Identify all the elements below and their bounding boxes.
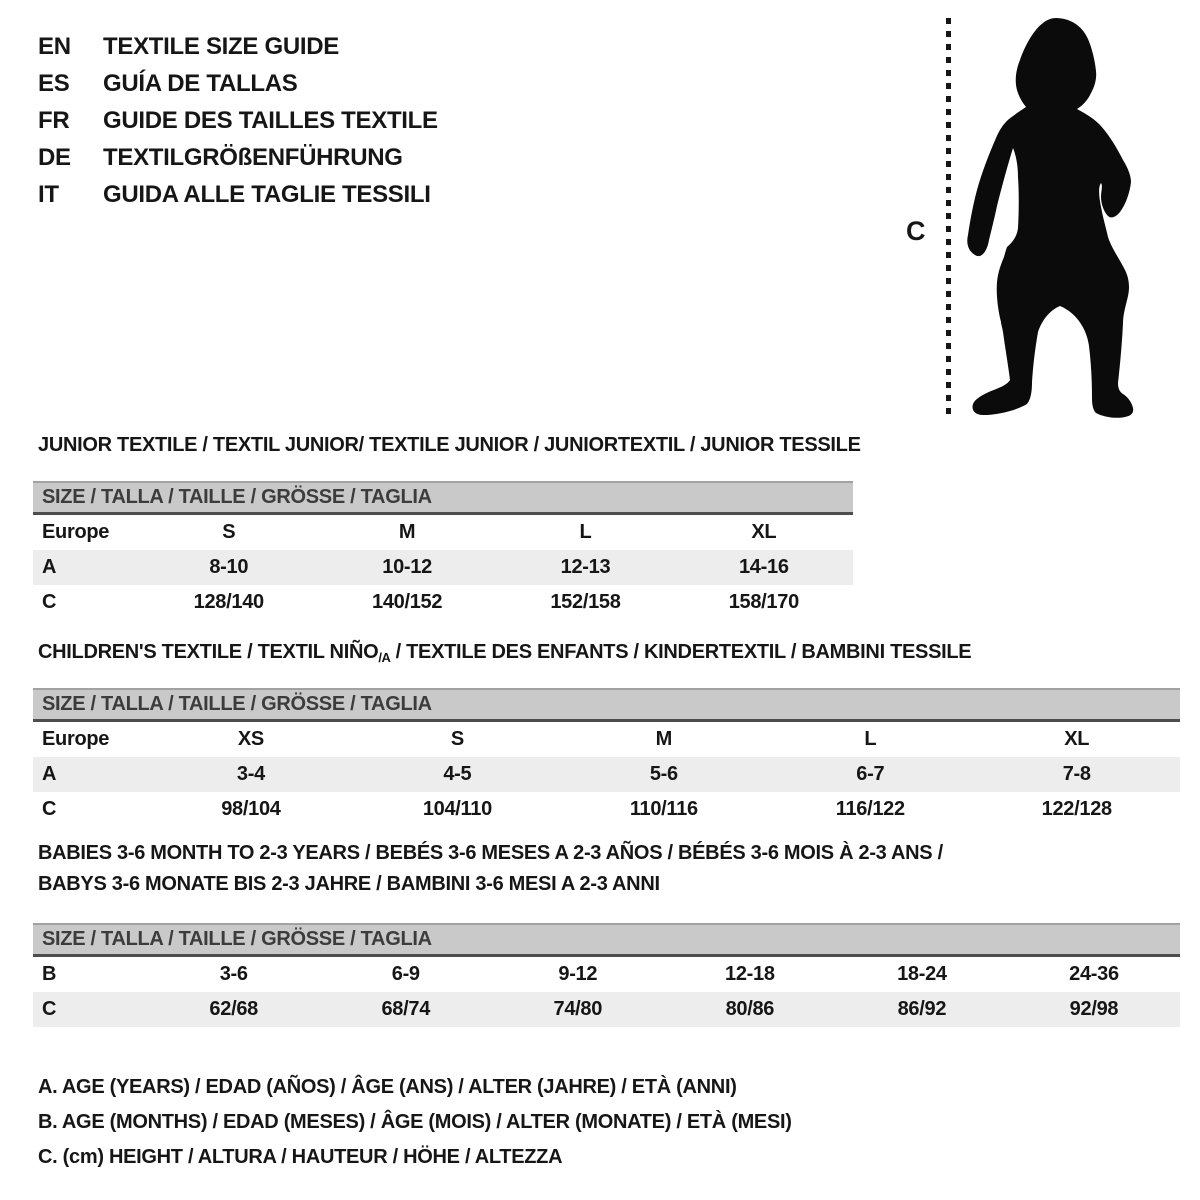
babies-months-row [33,957,1180,992]
children-header-row [33,722,1180,757]
junior-section-title: JUNIOR TEXTILE / TEXTIL JUNIOR/ TEXTILE JUNIOR / JUNIORTEXTIL / JUNIOR TESSILE [38,434,861,456]
table-cell: 7-8 [974,757,1181,792]
junior-age-row [33,550,853,585]
babies-section-title [38,838,943,900]
table-cell: 110/116 [629,798,698,820]
language-code: FR [38,107,70,134]
table-cell: 158/170 [728,591,799,613]
height-dashed-line [946,18,951,416]
size-col-header: L [864,728,877,750]
language-row-en [38,28,438,65]
guide-title-de: TEXTILGRÖßENFÜHRUNG [103,144,403,171]
language-row-es [38,65,438,102]
language-title-list [38,28,438,213]
table-cell: 152/158 [550,591,621,613]
size-col-header: XS [237,728,264,750]
children-title-prefix: CHILDREN'S TEXTILE / TEXTIL NIÑO [38,641,379,663]
table-cell: 12-13 [496,550,674,585]
table-cell: 14-16 [675,550,853,585]
junior-height-row [33,585,853,620]
junior-size-header-bar: SIZE / TALLA / TAILLE / GRÖSSE / TAGLIA [33,481,853,515]
children-size-header-bar: SIZE / TALLA / TAILLE / GRÖSSE / TAGLIA [33,688,1180,722]
table-cell: 104/110 [422,798,492,820]
table-cell: 92/98 [1008,992,1180,1027]
table-cell: 140/152 [372,591,443,613]
legend-line-c: C. (cm) HEIGHT / ALTURA / HAUTEUR / HÖHE / ALTEZZA [38,1146,563,1168]
size-col-header: XL [751,521,777,543]
row-label: C [42,591,57,613]
row-label: C [42,798,57,820]
legend-line-b: B. AGE (MONTHS) / EDAD (MESES) / ÂGE (MOIS) / ALTER (MONATE) / ETÀ (MESI) [38,1111,792,1133]
children-age-row [33,757,1180,792]
babies-title-line1: BABIES 3-6 MONTH TO 2-3 YEARS / BEBÉS 3-6 MESES A 2-3 AÑOS / BÉBÉS 3-6 MOIS À 2-3 ANS / [38,842,943,864]
table-cell: 4-5 [354,757,560,792]
babies-title-line2: BABYS 3-6 MONATE BIS 2-3 JAHRE / BAMBINI 3-6 MESI A 2-3 ANNI [38,873,660,895]
size-col-header: M [655,728,672,750]
table-cell: 24-36 [1069,963,1119,985]
size-col-header: XL [1064,728,1090,750]
row-label: Europe [42,521,110,543]
table-cell: 122/128 [1041,798,1112,820]
language-row-fr [38,102,438,139]
children-section-title [38,641,971,665]
row-label: A [33,550,140,585]
table-cell: 10-12 [318,550,496,585]
language-code: EN [38,33,71,60]
babies-size-header-bar: SIZE / TALLA / TAILLE / GRÖSSE / TAGLIA [33,923,1180,957]
table-cell: 6-7 [767,757,973,792]
table-cell: 8-10 [140,550,318,585]
table-cell: 5-6 [561,757,767,792]
size-col-header: S [222,521,236,543]
row-label: C [33,992,148,1027]
table-cell: 74/80 [492,992,664,1027]
language-code: DE [38,144,71,171]
table-cell: 3-4 [148,757,354,792]
table-cell: 9-12 [558,963,598,985]
table-cell: 86/92 [836,992,1008,1027]
measure-legend [38,1070,792,1175]
babies-height-row [33,992,1180,1027]
legend-line-a: A. AGE (YEARS) / EDAD (AÑOS) / ÂGE (ANS) / ALTER (JAHRE) / ETÀ (ANNI) [38,1076,737,1098]
guide-title-it: GUIDA ALLE TAGLIE TESSILI [103,181,431,208]
guide-title-es: GUÍA DE TALLAS [103,70,298,97]
guide-title-en: TEXTILE SIZE GUIDE [103,33,339,60]
table-cell: 18-24 [897,963,947,985]
table-cell: 6-9 [391,963,420,985]
size-col-header: M [398,521,416,543]
language-code: IT [38,181,59,208]
size-col-header: L [579,521,592,543]
table-cell: 128/140 [193,591,264,613]
table-cell: 12-18 [725,963,775,985]
table-cell: 80/86 [664,992,836,1027]
row-label: B [42,963,57,985]
row-label: A [33,757,148,792]
children-height-row [33,792,1180,827]
children-title-sub: /A [378,650,391,665]
junior-size-table [33,515,853,620]
junior-header-row [33,515,853,550]
language-row-de [38,139,438,176]
guide-title-fr: GUIDE DES TAILLES TEXTILE [103,107,438,134]
table-cell: 3-6 [219,963,248,985]
height-measure-label: C [906,216,926,246]
children-title-suffix: / TEXTILE DES ENFANTS / KINDERTEXTIL / BAMBINI TESSILE [390,641,972,663]
table-cell: 62/68 [148,992,320,1027]
language-row-it [38,176,438,213]
babies-size-table [33,957,1180,1027]
table-cell: 68/74 [320,992,492,1027]
row-label: Europe [42,728,110,750]
toddler-silhouette-icon [965,14,1150,420]
size-col-header: S [450,728,464,750]
table-cell: 98/104 [221,798,281,820]
table-cell: 116/122 [835,798,905,820]
children-size-table [33,722,1180,827]
language-code: ES [38,70,70,97]
